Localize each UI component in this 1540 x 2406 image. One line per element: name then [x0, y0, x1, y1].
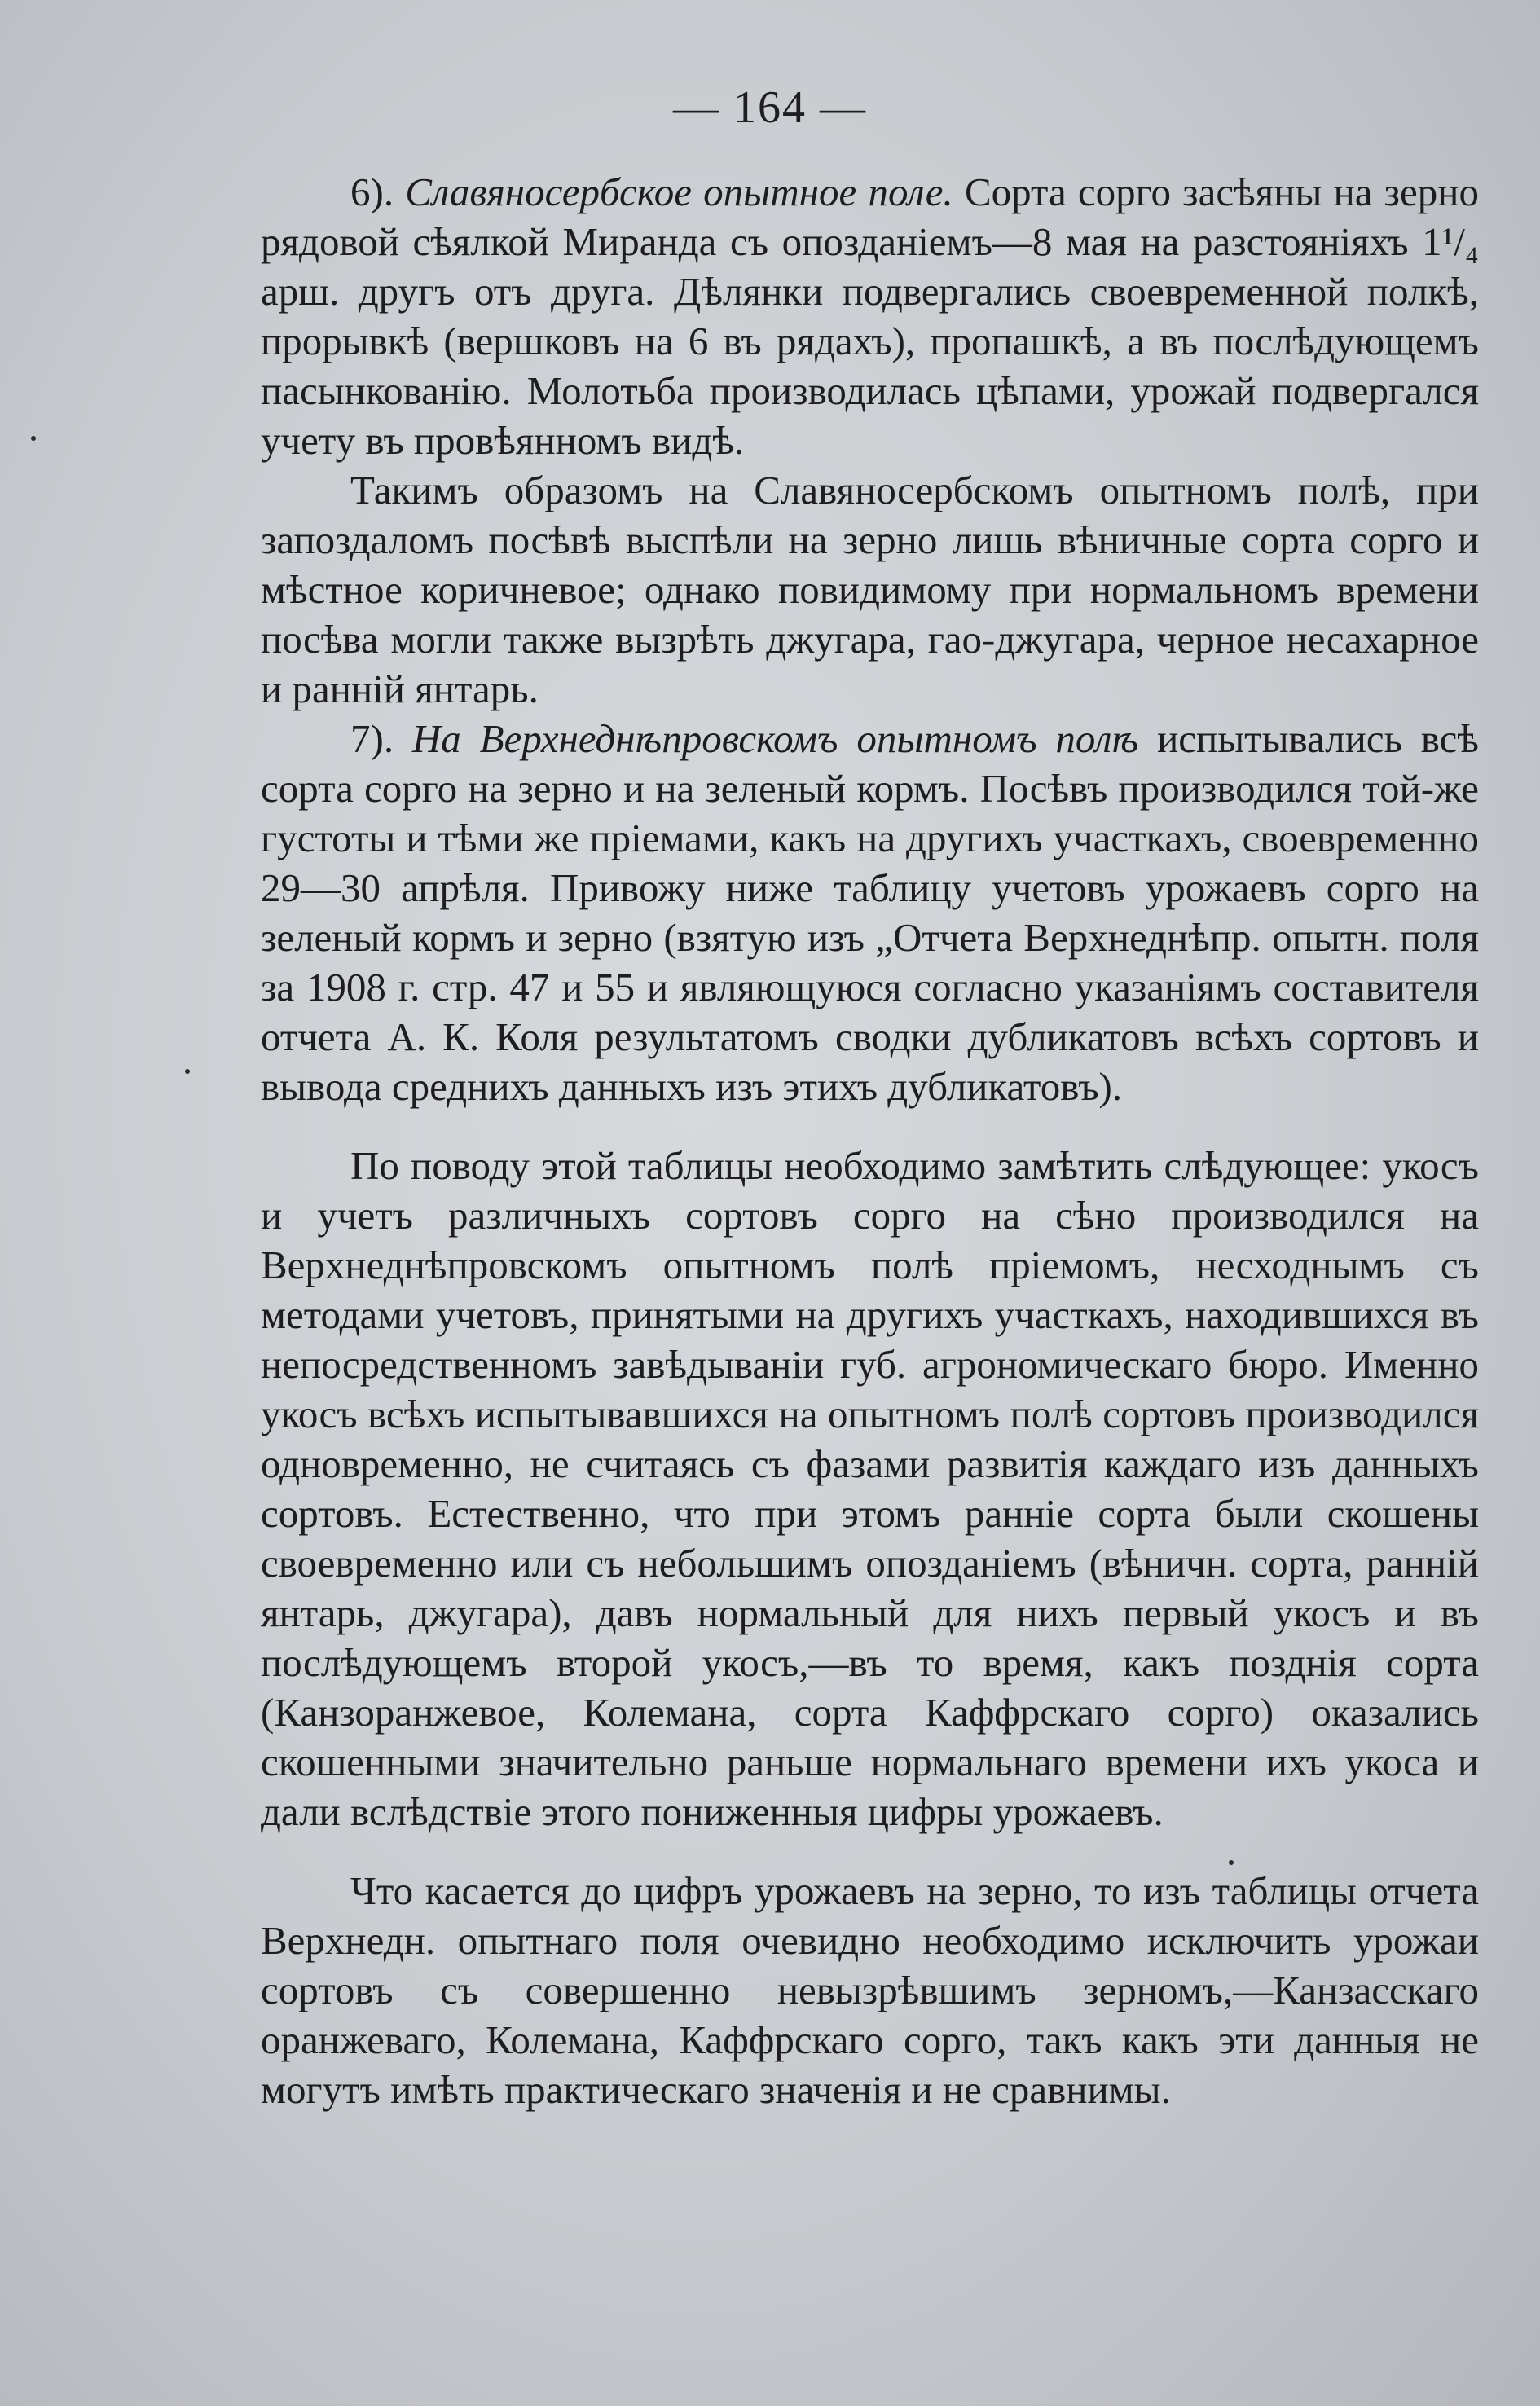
- print-speck: [185, 1069, 190, 1074]
- print-speck: [31, 436, 36, 441]
- paragraph-text: испытывались всѣ сорта сорго на зерно и на зеленый кормъ. Посѣвъ производился той-же густоты и тѣми же пріемами, какъ на другихъ участкахъ, своевременно 29—30 апрѣля. Привожу ниже таблицу учетовъ урожаевъ сорго на зеленый кормъ и зерно (взятую изъ „Отчета Верхнеднѣпр. опытн. поля за 1908 г. стр. 47 и 55 и являющуюся согласно указаніямъ составителя отчета А. К. Коля результатомъ сводки дубликатовъ всѣхъ сортовъ и вывода среднихъ данныхъ изъ этихъ дубликатовъ).: [261, 716, 1479, 1109]
- page-number: — 164 —: [673, 82, 867, 133]
- paragraph-text: Сорта сорго засѣяны на зерно рядовой сѣялкой Миранда съ опозданіемъ—8 мая на разстояніяхъ 1¹/₄ арш. другъ отъ друга. Дѣлянки подвергались своевременной полкѣ, прорывкѣ (вершковъ на 6 въ рядахъ), пропашкѣ, а въ послѣдующемъ пасынкованію. Молотьба производилась цѣпами, урожай подвергался учету въ провѣянномъ видѣ.: [261, 169, 1479, 463]
- paragraph-text: По поводу этой таблицы необходимо замѣтить слѣдующее: укосъ и учетъ различныхъ сортовъ сорго на сѣно производился на Верхнеднѣпровскомъ опытномъ полѣ пріемомъ, несходнымъ съ методами учетовъ, принятыми на другихъ участкахъ, находившихся въ непосредственномъ завѣдываніи губ. агрономическаго бюро. Именно укосъ всѣхъ испытывавшихся на опытномъ полѣ сортовъ производился одновременно, не считаясь съ фазами развитія каждаго изъ данныхъ сортовъ. Естественно, что при этомъ ранніе сорта были скошены своевременно или съ небольшимъ опозданіемъ (вѣничн. сорта, ранній янтарь, джугара), давъ нормальный для нихъ первый укосъ и въ послѣдующемъ второй укосъ,—въ то время, какъ позднія сорта (Канзоранжевое, Колемана, сорта Каффрскаго сорго) оказались скошенными значительно раньше нормальнаго времени ихъ укоса и дали вслѣдствіе этого пониженныя цифры урожаевъ.: [261, 1143, 1479, 1834]
- section-title-verkhnedneprovskoe: На Верхнеднѣпровскомъ опытномъ полѣ: [411, 716, 1139, 761]
- paragraph-text: Что касается до цифръ урожаевъ на зерно, то изъ таблицы отчета Верхнедн. опытнаго поля очевидно необходимо исключить урожаи сортовъ съ совершенно невызрѣвшимъ зерномъ,—Канзасскаго оранжеваго, Колемана, Каффрскаго сорго, такъ какъ эти данныя не могутъ имѣть практическаго значенія и не сравнимы.: [261, 1868, 1479, 2112]
- paragraph-grain-yields: [261, 1866, 1479, 2114]
- body-text: [261, 167, 1479, 2114]
- paragraph-conclusion: [261, 465, 1479, 714]
- paragraph-slavyanoserbskoe: [261, 167, 1479, 465]
- section-title-slavyanoserbskoe: Славяносербское опытное поле.: [405, 169, 953, 214]
- paragraph-verkhnedneprovskoe: [261, 714, 1479, 1111]
- paragraph-lead: 6).: [350, 169, 406, 214]
- paragraph-text: Такимъ образомъ на Славяносербскомъ опытномъ полѣ, при запоздаломъ посѣвѣ выспѣли на зерно лишь вѣничные сорта сорго и мѣстное коричневое; однако повидимому при нормальномъ времени посѣва могли также вызрѣть джугара, гао-джугара, черное несахарное и ранній янтарь.: [261, 468, 1479, 711]
- paragraph-lead: 7).: [350, 716, 412, 761]
- paragraph-table-remarks: [261, 1141, 1479, 1836]
- print-speck: [1229, 1860, 1234, 1865]
